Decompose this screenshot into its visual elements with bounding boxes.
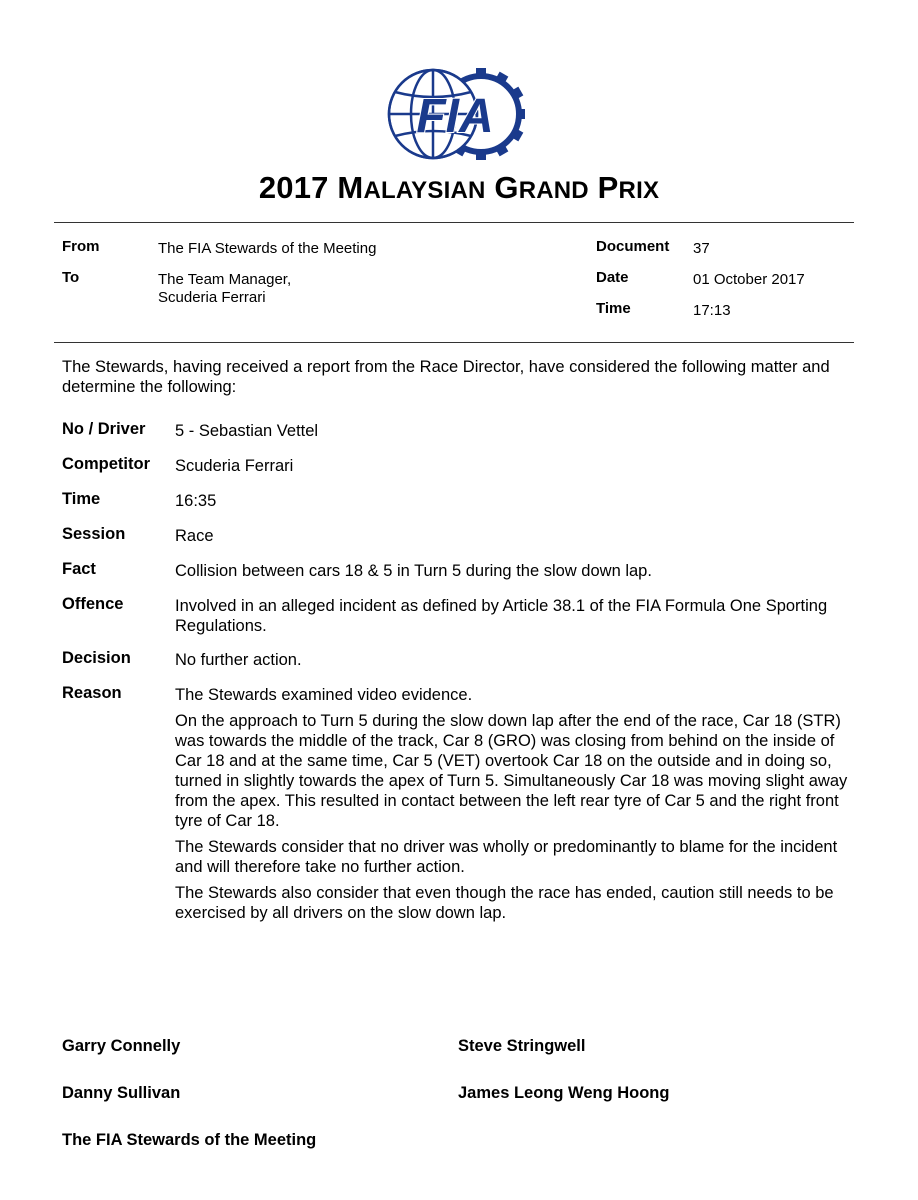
date-label: Date — [596, 269, 629, 286]
fact-value: Collision between cars 18 & 5 in Turn 5 during the slow down lap. — [175, 562, 652, 580]
time-row-value: 16:35 — [175, 492, 217, 510]
signature-steve-stringwell: Steve Stringwell — [458, 1037, 586, 1055]
time-row-label: Time — [62, 490, 101, 508]
document-label: Document — [596, 238, 670, 255]
date-value: 01 October 2017 — [693, 271, 805, 288]
intro-text: The Stewards, having received a report from the Race Director, have considered the following matter and determine the following: — [62, 358, 830, 396]
divider-top — [54, 222, 854, 223]
title-word-3: PRIX — [597, 170, 660, 205]
page-title — [0, 170, 918, 206]
signature-garry-connelly: Garry Connelly — [62, 1037, 181, 1055]
from-label: From — [62, 238, 100, 255]
signature-james-leong: James Leong Weng Hoong — [458, 1084, 670, 1102]
reason-paragraph: On the approach to Turn 5 during the slow down lap after the end of the race, Car 18 (STR) was towards the middle of the track, Car 8 (GRO) was closing from behind on the inside of Car 18 and at the same time, Car 5 (VET) overtook Car 18 on the outside and in doing so, turned in slightly towards the apex of Turn 5. Simultaneously Car 18 was moving slight away from the apex. This resulted in contact between the left rear tyre of Car 5 and the right front tyre of Car 18. — [175, 712, 848, 830]
reason-paragraph: The Stewards examined video evidence. — [175, 686, 473, 704]
fia-logo — [385, 66, 525, 162]
signature-danny-sullivan: Danny Sullivan — [62, 1084, 181, 1102]
document-value: 37 — [693, 240, 710, 257]
title-word-2: GRAND — [494, 170, 589, 205]
reason-paragraph: The Stewards consider that no driver was wholly or predominantly to blame for the incident and will therefore take no further action. — [175, 838, 838, 876]
decision-value: No further action. — [175, 651, 302, 669]
fact-label: Fact — [62, 560, 96, 578]
to-value: The Team Manager, Scuderia Ferrari — [158, 271, 292, 306]
title-year: 2017 — [258, 170, 329, 205]
reason-paragraph: The Stewards also consider that even though the race has ended, caution still needs to be exercised by all drivers on the slow down lap. — [175, 884, 834, 922]
offence-value: Involved in an alleged incident as defined by Article 38.1 of the FIA Formula One Sporting Regulations. — [175, 597, 828, 635]
session-label: Session — [62, 525, 126, 543]
competitor-label: Competitor — [62, 455, 150, 473]
time-value: 17:13 — [693, 302, 731, 319]
from-value: The FIA Stewards of the Meeting — [158, 240, 377, 257]
divider-middle — [54, 342, 854, 343]
offence-label: Offence — [62, 595, 124, 613]
reason-value — [175, 685, 855, 929]
time-label: Time — [596, 300, 631, 317]
competitor-value: Scuderia Ferrari — [175, 457, 294, 475]
decision-label: Decision — [62, 649, 131, 667]
logo-text: FIA — [416, 90, 494, 143]
title-word-1: MALAYSIAN — [337, 170, 486, 205]
session-value: Race — [175, 527, 214, 545]
driver-value: 5 - Sebastian Vettel — [175, 422, 319, 440]
driver-label: No / Driver — [62, 420, 146, 438]
to-label: To — [62, 269, 80, 286]
reason-label: Reason — [62, 684, 122, 702]
signatures-footer: The FIA Stewards of the Meeting — [62, 1131, 317, 1149]
